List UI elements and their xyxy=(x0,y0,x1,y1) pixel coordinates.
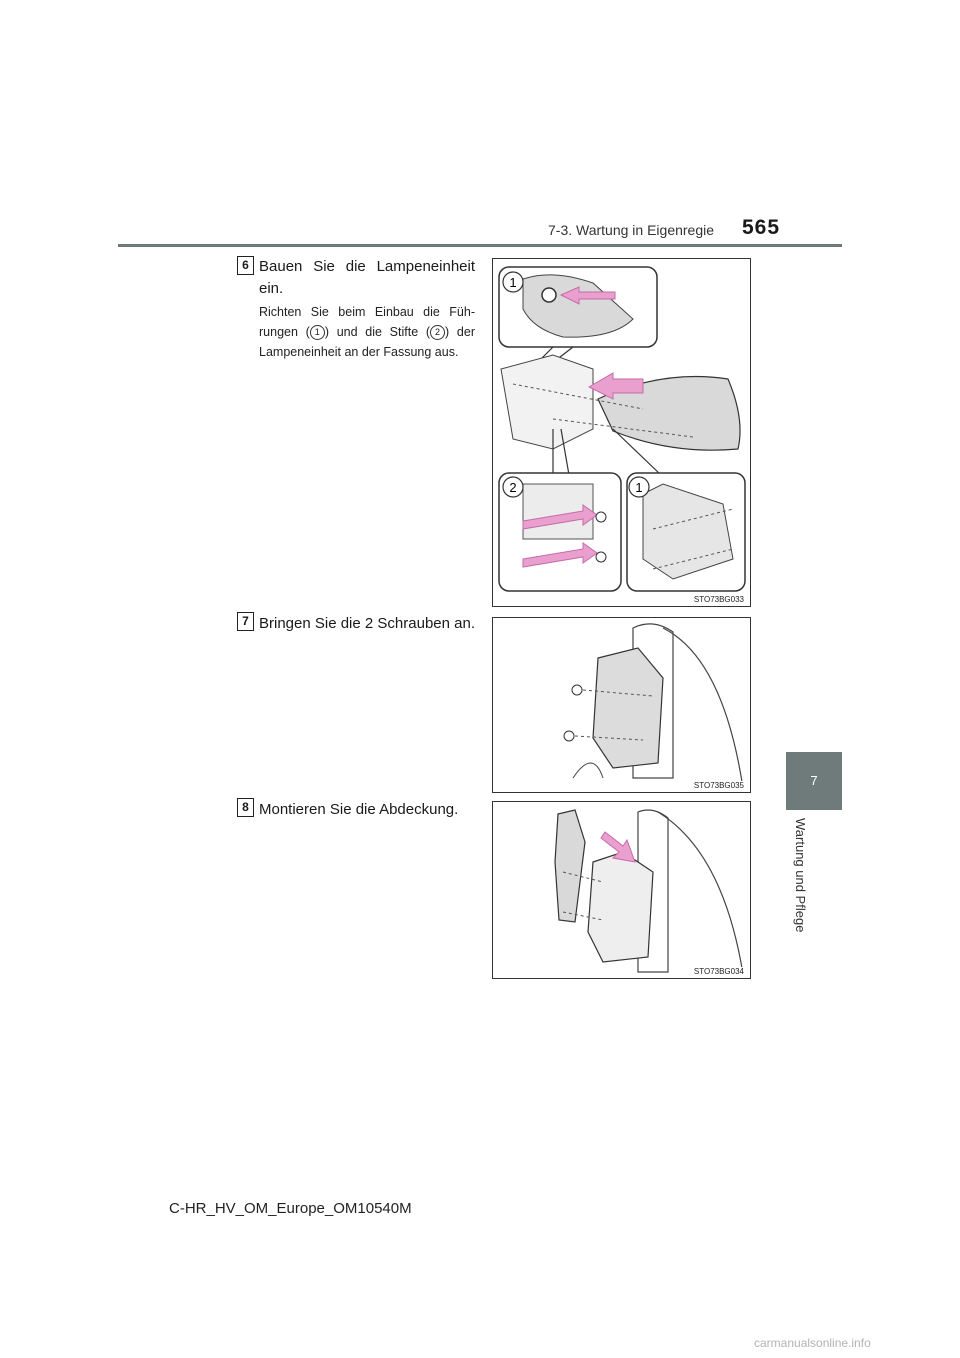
pin-socket xyxy=(596,552,606,562)
car-body-line xyxy=(663,628,743,788)
guide-hole xyxy=(542,288,556,302)
callout-label-1-bottom: 1 xyxy=(635,480,643,495)
watermark: carmanualsonline.info xyxy=(754,1336,871,1350)
cover-panel xyxy=(555,810,585,922)
step-6-note-part2: ) und die Stifte ( xyxy=(324,325,431,339)
cover-illustration xyxy=(493,802,750,978)
lamp-install-illustration xyxy=(493,259,750,606)
car-body-line xyxy=(573,763,603,778)
page-number: 565 xyxy=(742,216,781,239)
step-6-badge: 6 xyxy=(237,256,254,275)
screws-illustration xyxy=(493,618,750,792)
figure-cover xyxy=(492,801,751,979)
callout-label-1-top: 1 xyxy=(509,275,517,290)
figure-code: STO73BG034 xyxy=(693,967,744,976)
callout-ref-2: 2 xyxy=(430,325,445,340)
screw-icon xyxy=(572,685,582,695)
car-body-line xyxy=(658,812,743,974)
step-6-text: Bauen Sie die Lampeneinheit ein. xyxy=(259,258,475,297)
step-6-note-part3: ) der Lampeneinheit an der Fassung aus. xyxy=(259,325,475,359)
car-body xyxy=(501,355,593,449)
figure-code: STO73BG035 xyxy=(693,781,744,790)
document-footer: C-HR_HV_OM_Europe_OM10540M xyxy=(169,1200,412,1217)
section-title: 7-3. Wartung in Eigenregie xyxy=(548,222,715,238)
step-8-badge: 8 xyxy=(237,798,254,817)
step-6-note-part1: Richten Sie beim Einbau die Füh-rungen ( xyxy=(259,305,475,339)
figure-screws xyxy=(492,617,751,793)
figure-code: STO73BG033 xyxy=(693,595,744,604)
callout-ref-1: 1 xyxy=(310,325,325,340)
lamp-unit xyxy=(593,648,663,768)
figure-lamp-install xyxy=(492,258,751,607)
step-7-text: Bringen Sie die 2 Schrauben an. xyxy=(259,615,475,632)
step-7-badge: 7 xyxy=(237,612,254,631)
screw-icon xyxy=(564,731,574,741)
header-divider xyxy=(118,244,842,247)
callout-label-2: 2 xyxy=(509,480,517,495)
step-8-text: Montieren Sie die Abdeckung. xyxy=(259,801,459,818)
lamp-unit xyxy=(588,852,653,962)
chapter-tab[interactable]: 7 xyxy=(786,752,842,810)
chapter-label: Wartung und Pflege xyxy=(793,818,808,933)
step-6-note xyxy=(259,302,475,362)
pin-socket xyxy=(596,512,606,522)
